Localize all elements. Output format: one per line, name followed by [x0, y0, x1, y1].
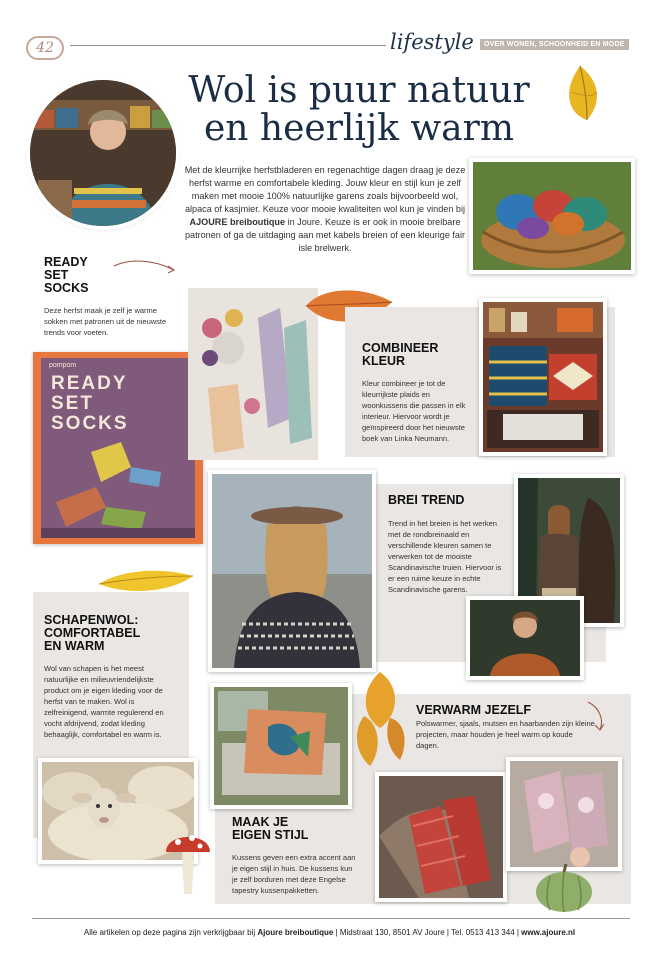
book-publisher: pompom [49, 362, 77, 369]
footer-text: Alle artikelen op deze pagina zijn verkrijgbaar bij [83, 928, 258, 937]
portrait-photo [30, 80, 176, 226]
kleur-heading-line: KLEUR [362, 354, 406, 368]
cushion-photo [210, 683, 352, 809]
intro-brand: AJOURE breiboutique [189, 217, 286, 227]
arrow-icon [110, 256, 180, 278]
woman-sweater-photo [208, 470, 376, 672]
article-title [184, 72, 534, 148]
section-tag: OVER WONEN, SCHOONHEID EN MODE [480, 39, 629, 50]
socks-heading-line: READY [44, 255, 88, 269]
wol-heading-line: COMFORTABEL [44, 626, 141, 640]
kleur-heading-line: COMBINEER [362, 341, 439, 355]
footer-url[interactable]: www.ajoure.nl [521, 928, 576, 937]
intro-text-1: Met de kleurrijke herfstbladeren en regenachtige dagen draag je deze herfst warme en comfortabele kleding. Jouw kleur en stijl kun je zelf maken met mooie 100% natuurlijke garens zoals bijvoorbeeld wol, alpaca of kasjmier. Keuze voor mooie kwaliteiten wol kun je vinden bij [184, 165, 466, 214]
page-number: 42 [26, 36, 64, 60]
book-title-line: SET [51, 393, 94, 414]
wrist-warmers-photo [375, 772, 507, 902]
header-rule [70, 45, 386, 46]
pumpkin-icon [532, 862, 596, 914]
ready-set-socks-book [33, 352, 203, 544]
socks-heading-line: SOCKS [44, 281, 89, 295]
wol-heading-line: SCHAPENWOL: [44, 613, 139, 627]
book-title [51, 374, 129, 434]
kleur-body: Kleur combineer je tot de kleurrijkste plaids en woonkussens die passen in elk interieur. Hiervoor wordt je geïnspireerd door het nieuwste boek van Linka Neumann. [362, 379, 466, 443]
section-name: lifestyle [390, 30, 474, 54]
footer [0, 928, 659, 937]
stijl-heading [232, 816, 308, 842]
warm-heading: VERWARM JEZELF [416, 703, 532, 717]
colorful-interior-photo [479, 298, 607, 456]
socks-yarn-photo [188, 288, 318, 460]
stijl-heading-line: MAAK JE [232, 815, 289, 829]
warm-body: Polswarmer, sjaals, mutsen en haarbanden zijn kleine projecten, maar houden je heel warm op koude dagen. [416, 719, 595, 750]
autumn-leaves-icon [350, 666, 410, 770]
footer-rule [32, 918, 630, 919]
trend-body: Trend in het breien is het werken met de rondbreinaald en verschillende kleuren samen te verwerken tot de mooiste Scandinavische truien. Hiervoor is er een ruime keuze in echte Scandinavische garens. [388, 519, 502, 594]
book-title-line: SOCKS [51, 413, 129, 434]
knit-sweater-photo [466, 596, 584, 680]
socks-feet-illustration [41, 432, 195, 538]
intro-paragraph [180, 164, 470, 255]
intro-text-2: in Joure. Keuze is er ook in mooie breibare patronen of ga de uitdaging aan met kabels breien of een kleurige fair isle brelwerk. [184, 217, 466, 253]
book-cover [41, 358, 195, 538]
footer-brand: Ajoure breiboutique [257, 928, 334, 937]
wol-body: Wol van schapen is het meest natuurlijke en milieuvriendelijkste product om je eigen kleding voor de herfst van te maken. Wol is zelfreinigend, warmte regulerend en vocht afdrijvend, zodat kleding behaaglijk, comfortabel en warm is. [44, 664, 164, 739]
title-line-1: Wol is puur natuur [188, 70, 530, 111]
yellow-leaf-icon [555, 62, 605, 126]
stijl-body: Kussens geven een extra accent aan je eigen stijl in huis. De kussens kun je zelf borduren met deze Engelse tapestry kussenpakketten. [232, 853, 356, 895]
title-line-2: en heerlijk warm [203, 108, 514, 149]
mushroom-icon [160, 828, 216, 900]
book-title-line: READY [51, 373, 128, 394]
kleur-heading [362, 342, 438, 368]
wol-heading-line: EN WARM [44, 639, 105, 653]
pink-mittens-photo [506, 757, 622, 871]
footer-address: | Midstraat 130, 8501 AV Joure | Tel. 0513 413 344 | [333, 928, 522, 937]
socks-heading-line: SET [44, 268, 69, 282]
wol-heading [44, 614, 140, 653]
yarn-basket-photo [469, 158, 635, 274]
trend-heading: BREI TREND [388, 493, 465, 507]
stijl-heading-line: EIGEN STIJL [232, 828, 309, 842]
socks-body: Deze herfst maak je zelf je warme sokken met patronen uit de nieuwste trends voor voeten. [44, 306, 167, 337]
socks-heading [44, 256, 88, 295]
